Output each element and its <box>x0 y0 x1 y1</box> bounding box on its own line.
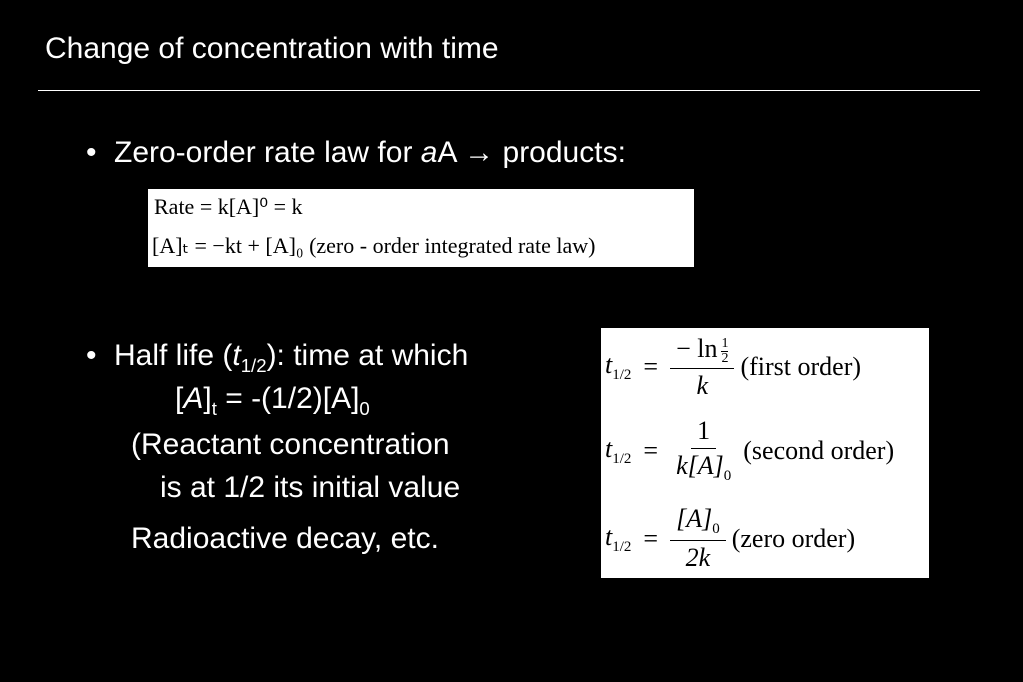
t-subscript: 1/2 <box>612 450 632 467</box>
t-subscript: 1/2 <box>240 355 267 376</box>
zero-order-label: (zero order) <box>731 523 856 553</box>
species-A: A <box>437 136 456 169</box>
zero-order-half-life-equation <box>605 504 855 573</box>
reactant-note-line1: (Reactant concentration <box>131 428 450 461</box>
radioactive-note: Radioactive decay, etc. <box>131 522 439 555</box>
bracket-open: [ <box>175 382 184 415</box>
bracket-close: ] <box>203 382 212 415</box>
first-order-equation <box>605 334 861 401</box>
equals-sign: = <box>643 352 659 382</box>
bullet-zero-order <box>86 135 626 171</box>
integrated-rate-law: [A]ₜ = −kt + [A]₀ (zero - order integrated rate law) <box>152 233 596 258</box>
k-times-A: k[A] <box>676 451 724 480</box>
reactant-note-line2: is at 1/2 its initial value <box>160 471 461 504</box>
rate-equation: Rate = k[A]⁰ = k <box>154 194 303 219</box>
negative-ln: − ln <box>676 334 718 363</box>
rate-constant-k: k <box>696 370 709 400</box>
bullet-text-before: Zero-order rate law for <box>114 136 421 169</box>
concentration-A: A <box>183 382 204 415</box>
t-subscript: 1/2 <box>612 538 632 555</box>
half-life-condition <box>175 381 370 427</box>
initial-concentration: [A] <box>676 504 713 533</box>
bullet-marker: • <box>86 339 97 372</box>
equals-sign: = <box>643 435 659 465</box>
half-life-text-a: Half life ( <box>114 339 233 372</box>
t-symbol: t <box>232 339 241 372</box>
coefficient-a: a <box>420 136 438 169</box>
bullet-half-life <box>86 338 468 384</box>
subscript-t: t <box>211 398 217 419</box>
subscript-0: 0 <box>359 398 370 419</box>
bullet-marker: • <box>86 136 97 169</box>
fraction-bottom: 2 <box>721 350 729 366</box>
arrow-symbol: → <box>464 136 495 169</box>
zero-order-equation-box <box>148 189 694 267</box>
half-life-text-b: ): time at which <box>266 339 469 372</box>
half-life-equations-box <box>601 328 929 578</box>
t-symbol: t <box>605 433 613 463</box>
subscript-0: 0 <box>712 521 720 538</box>
fraction-top: 1 <box>721 335 729 351</box>
t-subscript: 1/2 <box>612 367 632 384</box>
first-order-label: (first order) <box>740 352 862 382</box>
t-symbol: t <box>605 350 613 380</box>
slide-title: Change of concentration with time <box>45 32 499 65</box>
equals-sign: = <box>643 523 659 553</box>
numerator-one: 1 <box>691 416 716 449</box>
subscript-0: 0 <box>723 468 732 485</box>
title-divider <box>38 90 980 91</box>
half-expression: = -(1/2)[A] <box>216 382 360 415</box>
second-order-label: (second order) <box>743 435 895 465</box>
second-order-equation <box>605 416 894 485</box>
two-k: 2k <box>685 543 711 573</box>
bullet-text-after: products: <box>494 136 626 169</box>
t-symbol: t <box>605 521 613 551</box>
